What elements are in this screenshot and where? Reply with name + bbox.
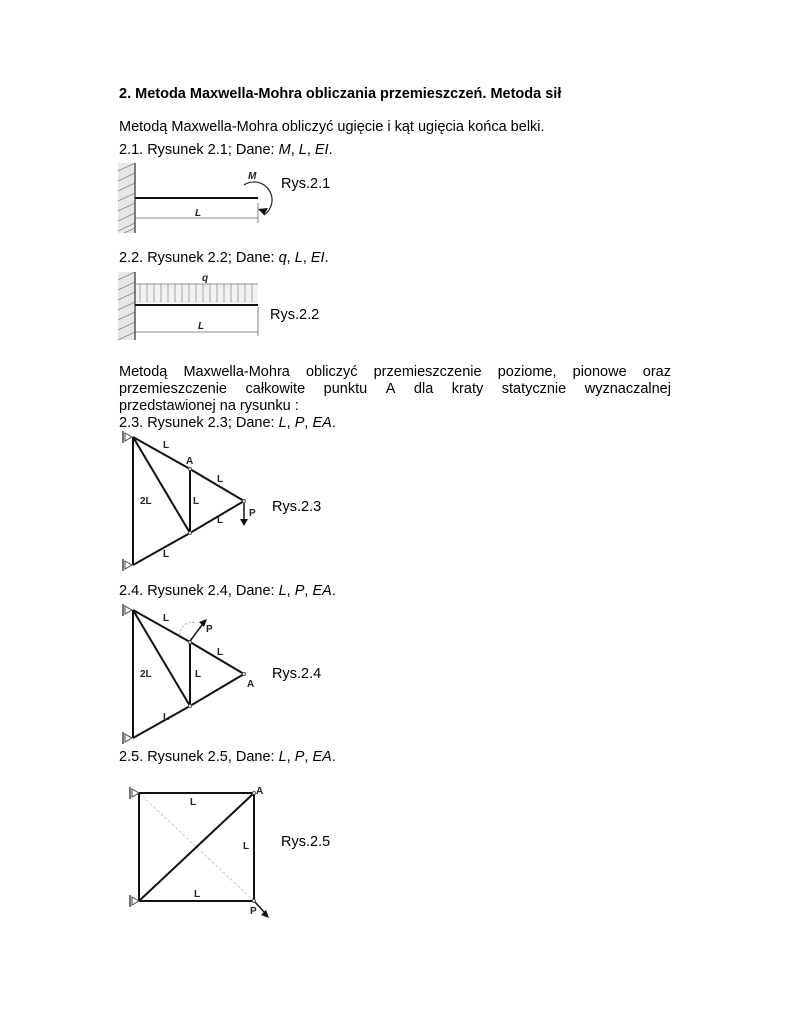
figure-2-1-cantilever-moment <box>116 163 276 235</box>
word: kraty <box>451 381 484 397</box>
truss-intro-line-3: przedstawionej na rysunku : <box>119 398 299 414</box>
label-L-bottom: L <box>194 889 201 900</box>
word: A <box>385 381 396 397</box>
figure-2-2-caption: Rys.2.2 <box>270 307 320 323</box>
problem-2-5-given: 2.5. Rysunek 2.5, Dane: L, P, EA. <box>119 749 336 765</box>
word: poziome, <box>497 364 557 380</box>
figure-2-5-caption: Rys.2.5 <box>281 834 331 850</box>
word: oraz <box>642 364 671 380</box>
label-L-middle: L <box>193 496 200 507</box>
pin-support-bottom-icon <box>130 895 139 907</box>
label-M: M <box>248 171 257 182</box>
label-L-top: L <box>163 440 170 451</box>
label-2L: 2L <box>140 496 152 507</box>
label-L-right: L <box>243 841 250 852</box>
label-L-lower-right: L <box>217 515 224 526</box>
word: pionowe <box>572 364 627 380</box>
problem-2-4-given: 2.4. Rysunek 2.4, Dane: L, P, EA. <box>119 583 336 599</box>
figure-2-5-square-truss <box>124 783 274 923</box>
label-L-upper-right: L <box>217 647 224 658</box>
word: dla <box>413 381 434 397</box>
figure-2-3-truss <box>118 428 268 573</box>
truss-intro-line-2 <box>119 381 671 398</box>
truss-members <box>139 793 254 901</box>
word: całkowite <box>245 381 306 397</box>
fixed-support-hatch <box>118 163 135 233</box>
pin-support-top-icon <box>130 787 139 799</box>
pin-support-bottom-icon <box>123 732 132 744</box>
distributed-load-arrows <box>136 284 258 303</box>
pin-support-top-icon <box>123 431 132 443</box>
label-L-upper-right: L <box>217 474 224 485</box>
word: Metodą <box>119 364 168 380</box>
label-A: A <box>186 456 194 467</box>
label-L-bottom: L <box>163 712 170 723</box>
problem-2-3-given: 2.3. Rysunek 2.3; Dane: L, P, EA. <box>119 415 336 431</box>
figure-2-4-caption: Rys.2.4 <box>272 666 322 682</box>
figure-2-3-caption: Rys.2.3 <box>272 499 322 515</box>
label-P: P <box>249 508 256 519</box>
label-A: A <box>247 679 255 690</box>
figure-2-2-cantilever-distributed-load <box>116 270 266 342</box>
word: obliczyć <box>305 364 358 380</box>
word: wyznaczalnej <box>584 381 671 397</box>
figure-2-1-caption: Rys.2.1 <box>281 176 331 192</box>
truss-intro-paragraph <box>119 364 671 415</box>
label-P: P <box>206 624 213 635</box>
section-heading: 2. Metoda Maxwella-Mohra obliczania przemieszczeń. Metoda sił <box>119 86 562 102</box>
label-L-bottom: L <box>163 549 170 560</box>
angle-arc <box>180 622 196 635</box>
intro-text: Metodą Maxwella-Mohra obliczyć ugięcie i kąt ugięcia końca belki. <box>119 119 545 135</box>
word: przemieszczenie <box>119 381 227 397</box>
load-arrow-icon <box>190 625 202 641</box>
label-L-middle: L <box>195 669 202 680</box>
pin-support-top-icon <box>123 604 132 616</box>
problem-2-2-given: 2.2. Rysunek 2.2; Dane: q, L, EI. <box>119 250 329 266</box>
figure-2-4-truss <box>118 601 268 746</box>
label-L-top: L <box>163 613 170 624</box>
pin-support-bottom-icon <box>123 559 132 571</box>
label-L: L <box>198 321 205 332</box>
label-L-top: L <box>190 797 197 808</box>
word: Maxwella-Mohra <box>183 364 290 380</box>
problem-2-1-given: 2.1. Rysunek 2.1; Dane: M, L, EI. <box>119 142 333 158</box>
label-q: q <box>202 273 209 284</box>
word: statycznie <box>501 381 567 397</box>
label-A: A <box>256 786 264 797</box>
label-P: P <box>250 906 257 917</box>
fixed-support-hatch <box>118 272 135 340</box>
label-L: L <box>195 208 202 219</box>
label-2L: 2L <box>140 669 152 680</box>
word: przemieszczenie <box>373 364 482 380</box>
word: punktu <box>323 381 368 397</box>
truss-intro-line-1 <box>119 364 671 381</box>
